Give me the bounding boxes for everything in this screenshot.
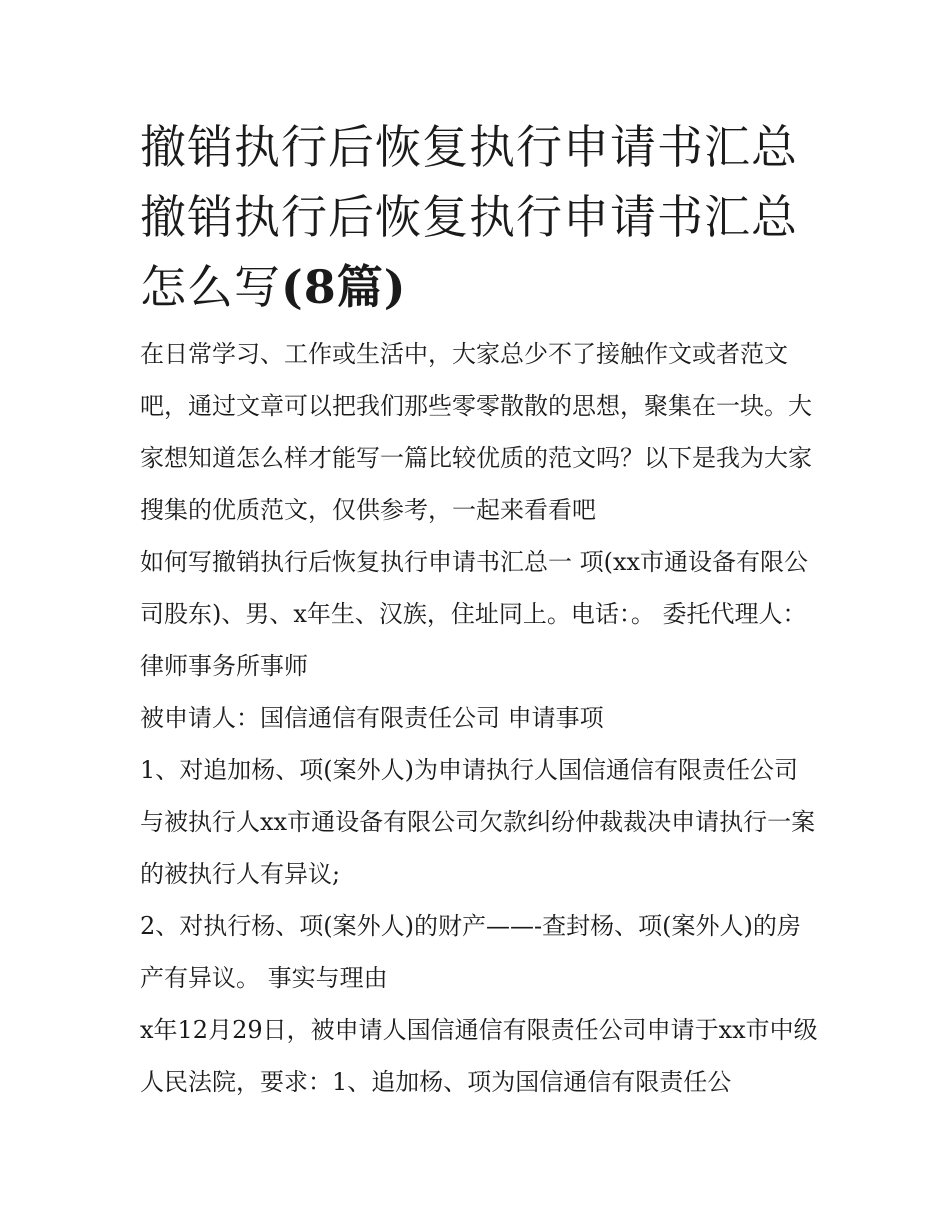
- body-paragraph-respondent: 被申请人：国信通信有限责任公司 申请事项: [140, 704, 604, 732]
- document-title: [140, 112, 820, 322]
- body-paragraph-item-1: 1、对追加杨、项(案外人)为申请执行人国信通信有限责任公司与被执行人xx市通设备有限公司欠款纠纷仲裁裁决申请执行一案的被执行人有异议;: [140, 756, 816, 888]
- body-paragraph-applicant: 如何写撤销执行后恢复执行申请书汇总一 项(xx市通设备有限公司股东)、男、x年生、汉族，住址同上。电话：。 委托代理人：律师事务所事师: [140, 548, 809, 680]
- document-title-count: (8篇): [281, 260, 407, 314]
- document-title-text: 撤销执行后恢复执行申请书汇总 撤销执行后恢复执行申请书汇总怎么写: [140, 120, 798, 314]
- document-page: [140, 112, 820, 1108]
- body-paragraph-facts: x年12月29日，被申请人国信通信有限责任公司申请于xx市中级人民法院，要求：1、追加杨、项为国信通信有限责任公: [140, 1016, 818, 1096]
- body-paragraph-item-2: 2、对执行杨、项(案外人)的财产——-查封杨、项(案外人)的房产有异议。 事实与理由: [140, 912, 801, 992]
- intro-paragraph: 在日常学习、工作或生活中，大家总少不了接触作文或者范文吧，通过文章可以把我们那些零零散散的思想，聚集在一块。大家想知道怎么样才能写一篇比较优质的范文吗？以下是我为大家搜集的优质范文，仅供参考，一起来看看吧: [140, 340, 812, 524]
